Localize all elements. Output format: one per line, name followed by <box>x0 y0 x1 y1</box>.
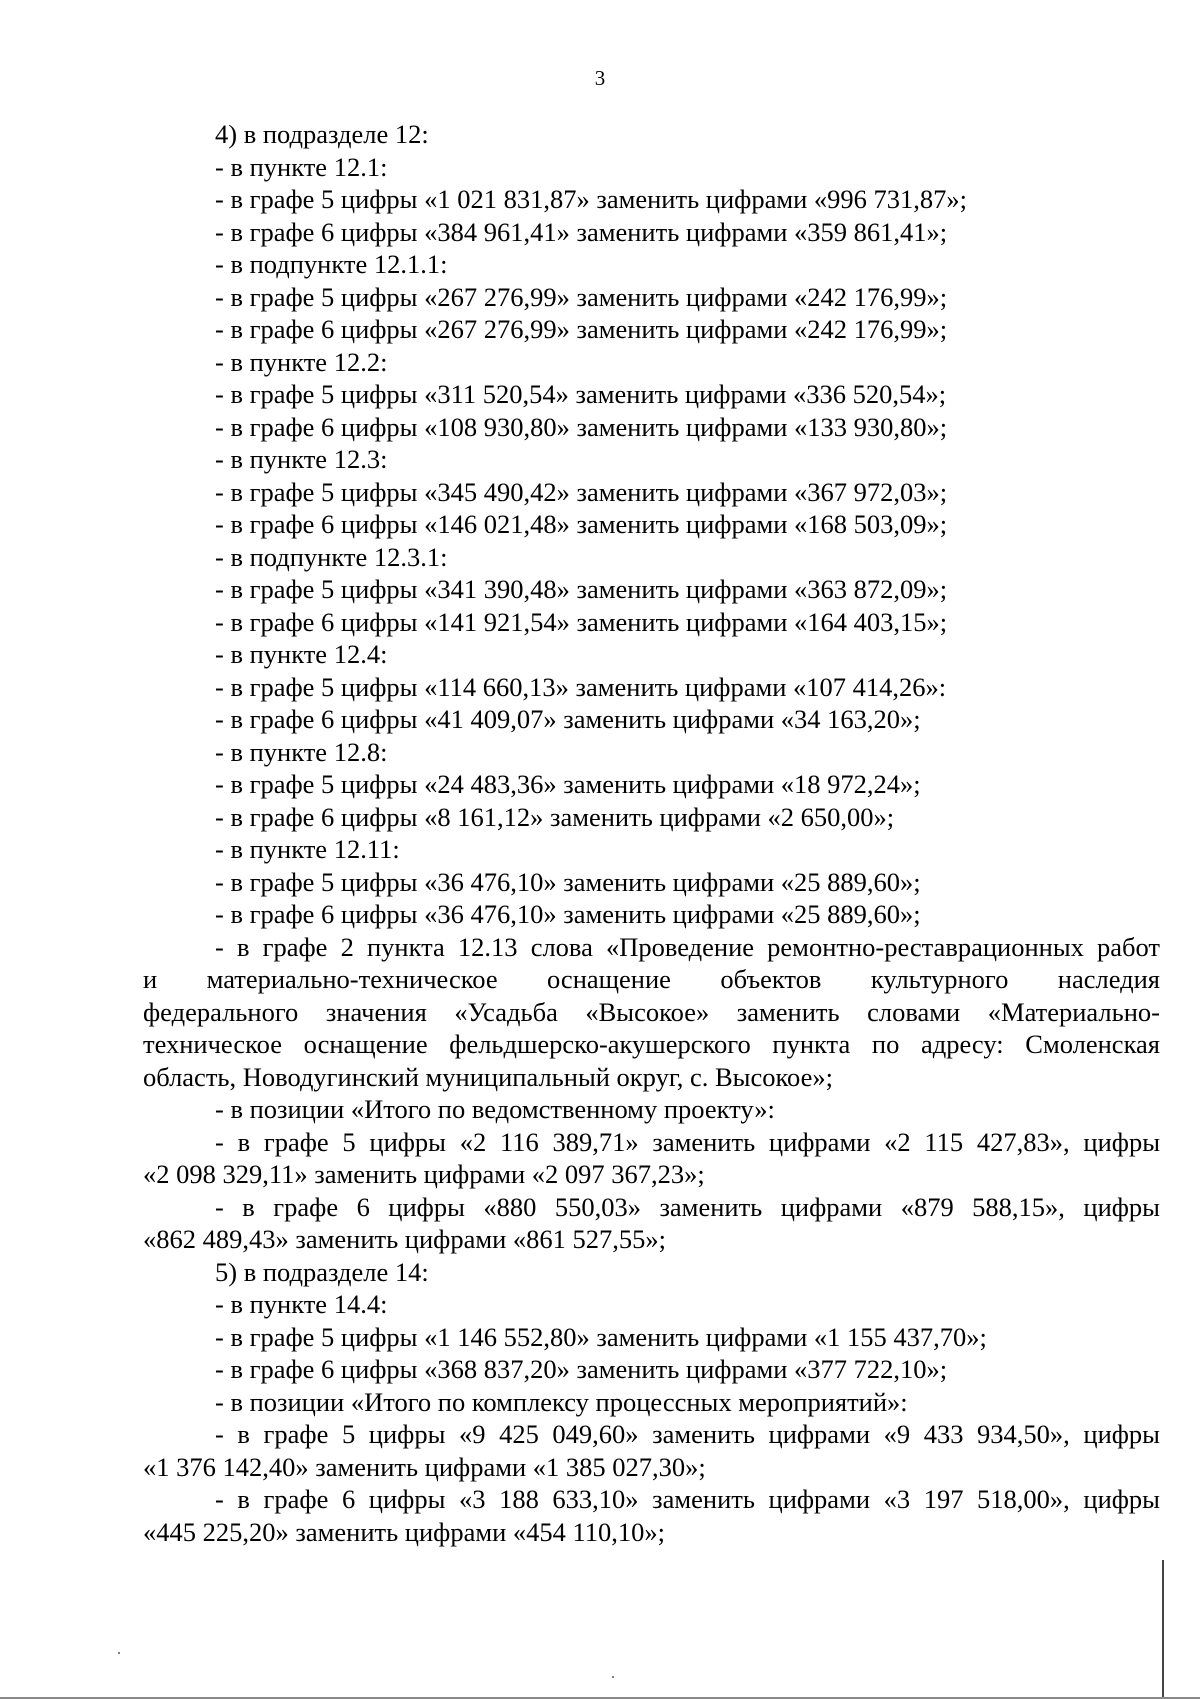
text-line: - в графе 5 цифры «345 490,42» заменить цифрами «367 972,03»; <box>215 476 948 507</box>
text-line: - в графе 6 цифры «41 409,07» заменить цифрами «34 163,20»; <box>215 704 921 734</box>
document-body <box>143 118 1160 1548</box>
section-heading: 4) в подразделе 12: <box>215 119 429 149</box>
scan-edge-line <box>1162 1560 1164 1699</box>
text-line: - в позиции «Итого по ведомственному проекту»: <box>215 1094 775 1124</box>
text-line: - в пункте 12.3: <box>215 444 388 474</box>
text-line: - в графе 5 цифры «1 021 831,87» заменить цифрами «996 731,87»; <box>215 184 968 214</box>
text-line: - в графе 6 цифры «880 550,03» заменить цифрами «879 588,15», цифры <box>215 1191 1160 1222</box>
text-line: - в пункте 12.8: <box>215 736 388 767</box>
text-line: - в пункте 12.4: <box>215 639 388 669</box>
text-line: «862 489,43» заменить цифрами «861 527,55»; <box>143 1224 667 1254</box>
text-line: - в графе 2 пункта 12.13 слова «Проведение ремонтно-реставрационных работ <box>215 931 1160 962</box>
text-line: - в пункте 12.11: <box>215 834 400 864</box>
text-line: - в позиции «Итого по комплексу процессных мероприятий»: <box>215 1386 908 1417</box>
text-line: и материально-техническое оснащение объектов культурного наследия <box>143 964 1160 994</box>
scan-speck <box>118 1652 120 1654</box>
text-line: - в графе 5 цифры «341 390,48» заменить цифрами «363 872,09»; <box>215 574 948 604</box>
text-line: - в пункте 12.2: <box>215 346 388 377</box>
text-line: - в пункте 14.4: <box>215 1289 388 1319</box>
text-line: техническое оснащение фельдшерско-акушерского пункта по адресу: Смоленская <box>143 1029 1160 1059</box>
text-line: «445 225,20» заменить цифрами «454 110,10»; <box>143 1516 666 1547</box>
page-number: 3 <box>594 66 606 90</box>
text-line: - в графе 6 цифры «36 476,10» заменить цифрами «25 889,60»; <box>215 899 921 929</box>
text-line: - в графе 5 цифры «114 660,13» заменить цифрами «107 414,26»: <box>215 671 947 702</box>
text-line: - в графе 6 цифры «3 188 633,10» заменить цифрами «3 197 518,00», цифры <box>215 1484 1160 1514</box>
text-line: область, Новодугинский муниципальный округ, с. Высокое»; <box>143 1061 833 1092</box>
text-line: федерального значения «Усадьба «Высокое» заменить словами «Материально- <box>143 996 1160 1027</box>
text-line: «2 098 329,11» заменить цифрами «2 097 367,23»; <box>143 1159 705 1189</box>
text-line: - в графе 5 цифры «24 483,36» заменить цифрами «18 972,24»; <box>215 769 921 799</box>
text-line: - в графе 6 цифры «146 021,48» заменить цифрами «168 503,09»; <box>215 509 948 539</box>
text-line: - в подпункте 12.1.1: <box>215 249 448 279</box>
text-line: - в графе 6 цифры «141 921,54» заменить цифрами «164 403,15»; <box>215 606 948 637</box>
text-line: - в графе 6 цифры «267 276,99» заменить цифрами «242 176,99»; <box>215 314 948 344</box>
text-line: - в графе 6 цифры «368 837,20» заменить цифрами «377 722,10»; <box>215 1354 948 1384</box>
text-line: - в графе 5 цифры «2 116 389,71» заменить цифрами «2 115 427,83», цифры <box>215 1126 1160 1157</box>
text-line: - в пункте 12.1: <box>215 151 388 182</box>
text-line: - в графе 6 цифры «384 961,41» заменить цифрами «359 861,41»; <box>215 216 948 247</box>
text-line: - в графе 5 цифры «1 146 552,80» заменить цифрами «1 155 437,70»; <box>215 1321 987 1352</box>
text-line: - в графе 5 цифры «267 276,99» заменить цифрами «242 176,99»; <box>215 281 948 312</box>
text-line: - в графе 5 цифры «311 520,54» заменить цифрами «336 520,54»; <box>215 379 947 409</box>
text-line: - в графе 6 цифры «108 930,80» заменить цифрами «133 930,80»; <box>215 411 948 442</box>
text-line: - в графе 5 цифры «9 425 049,60» заменить цифрами «9 433 934,50», цифры <box>215 1419 1160 1449</box>
text-line: - в графе 5 цифры «36 476,10» заменить цифрами «25 889,60»; <box>215 866 921 897</box>
text-line: «1 376 142,40» заменить цифрами «1 385 027,30»; <box>143 1451 706 1482</box>
text-line: - в подпункте 12.3.1: <box>215 541 448 572</box>
scan-speck <box>612 1676 614 1678</box>
section-heading: 5) в подразделе 14: <box>215 1256 429 1287</box>
text-line: - в графе 6 цифры «8 161,12» заменить цифрами «2 650,00»; <box>215 801 895 832</box>
